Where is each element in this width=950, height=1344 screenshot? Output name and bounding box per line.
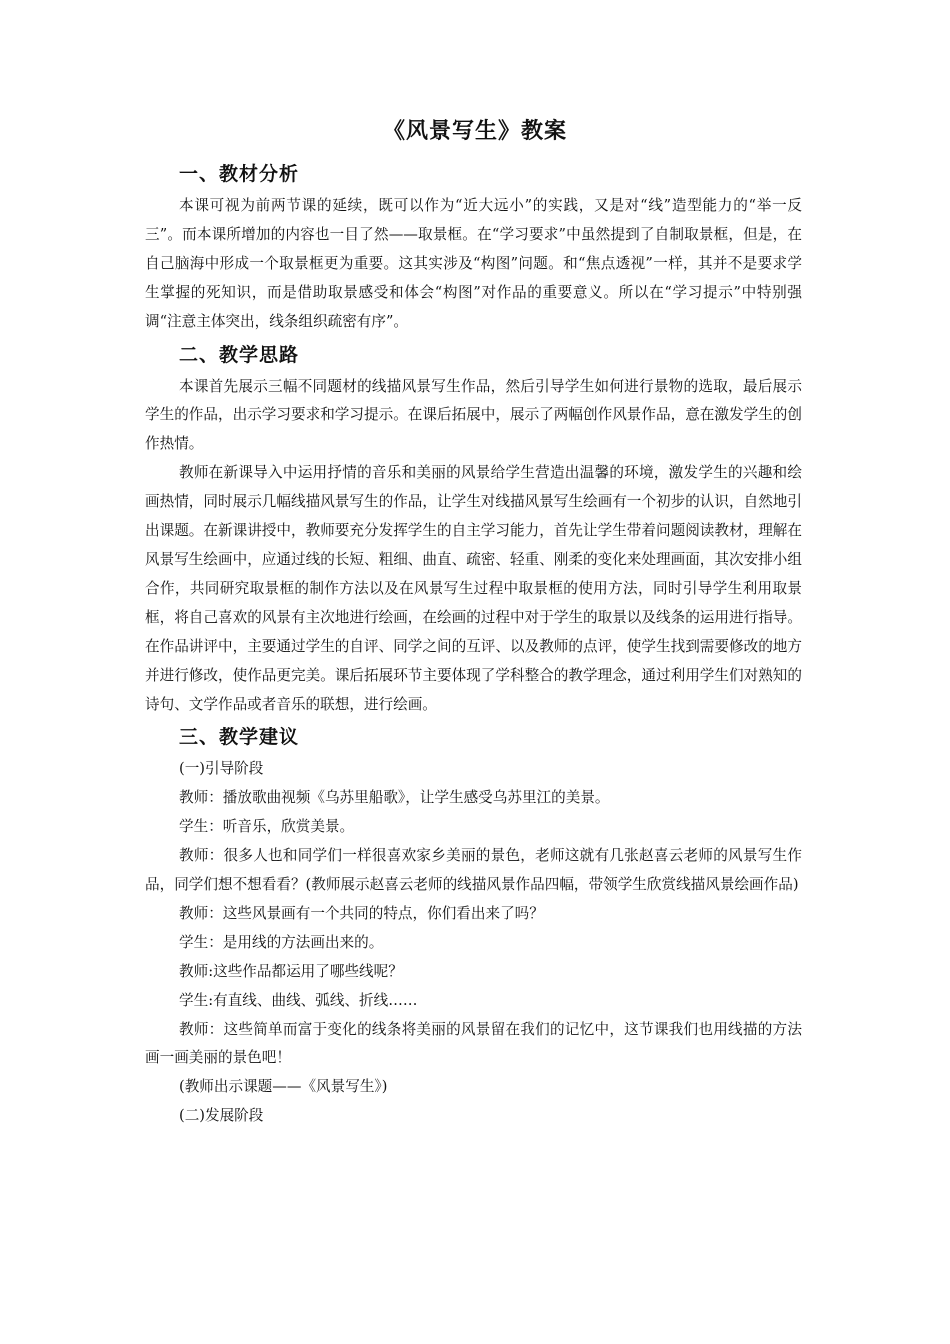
document-body <box>145 156 802 1131</box>
paragraph: 教师在新课导入中运用抒情的音乐和美丽的风景给学生营造出温馨的环境，激发学生的兴趣和绘画热情，同时展示几幅线描风景写生的作品，让学生对线描风景写生绘画有一个初步的认识，自然地引出课题。在新课讲授中，教师要充分发挥学生的自主学习能力，首先让学生带着问题阅读教材，理解在风景写生绘画中，应通过线的长短、粗细、曲直、疏密、轻重、刚柔的变化来处理画面，其次安排小组合作，共同研究取景框的制作方法以及在风景写生过程中取景框的使用方法，同时引导学生利用取景框，将自己喜欢的风景有主次地进行绘画，在绘画的过程中对于学生的取景以及线条的运用进行指导。在作品讲评中，主要通过学生的自评、同学之间的互评、以及教师的点评，使学生找到需要修改的地方并进行修改，使作品更完美。课后拓展环节主要体现了学科整合的教学理念，通过利用学生们对熟知的诗句、文学作品或者音乐的联想，进行绘画。 <box>145 464 802 713</box>
paragraph: (教师出示课题——《风景写生》) <box>179 1078 388 1096</box>
paragraph: 教师：播放歌曲视频《乌苏里船歌》，让学生感受乌苏里江的美景。 <box>179 789 610 807</box>
paragraph: 学生：听音乐，欣赏美景。 <box>179 818 355 836</box>
paragraph: (二)发展阶段 <box>179 1107 264 1125</box>
section-heading-teaching-suggestions: 三、教学建议 <box>179 726 300 749</box>
section-heading-textbook-analysis: 一、教材分析 <box>179 163 300 185</box>
document-title: 《风景写生》教案 <box>382 118 567 144</box>
paragraph: 学生:有直线、曲线、弧线、折线…… <box>179 991 418 1009</box>
paragraph: (一)引导阶段 <box>179 760 264 778</box>
paragraph: 本课可视为前两节课的延续，既可以作为“近大远小”的实践，又是对“线”造型能力的“举一反三”。而本课所增加的内容也一目了然——取景框。在“学习要求”中虽然提到了自制取景框，但是，在自己脑海中形成一个取景框更为重要。这其实涉及“构图”问题。和“焦点透视”一样，其并不是要求学生掌握的死知识，而是借助取景感受和体会“构图”对作品的重要意义。所以在“学习提示”中特别强调“注意主体突出，线条组织疏密有序”。 <box>145 197 802 330</box>
paragraph: 教师：这些风景画有一个共同的特点，你们看出来了吗？ <box>179 904 544 922</box>
section-heading-teaching-approach: 二、教学思路 <box>179 343 300 366</box>
paragraph: 教师：很多人也和同学们一样很喜欢家乡美丽的景色，老师这就有几张赵喜云老师的风景写生作品，同学们想不想看看？(教师展示赵喜云老师的线描风景作品四幅，带领学生欣赏线描风景绘画作品) <box>145 847 802 894</box>
paragraph: 教师：这些简单而富于变化的线条将美丽的风景留在我们的记忆中，这节课我们也用线描的方法画一画美丽的景色吧！ <box>145 1020 802 1067</box>
paragraph: 本课首先展示三幅不同题材的线描风景写生作品，然后引导学生如何进行景物的选取，最后展示学生的作品，出示学习要求和学习提示。在课后拓展中，展示了两幅创作风景作品，意在激发学生的创作热情。 <box>145 377 802 453</box>
paragraph: 教师:这些作品都运用了哪些线呢？ <box>179 962 403 980</box>
paragraph: 学生：是用线的方法画出来的。 <box>179 933 384 951</box>
